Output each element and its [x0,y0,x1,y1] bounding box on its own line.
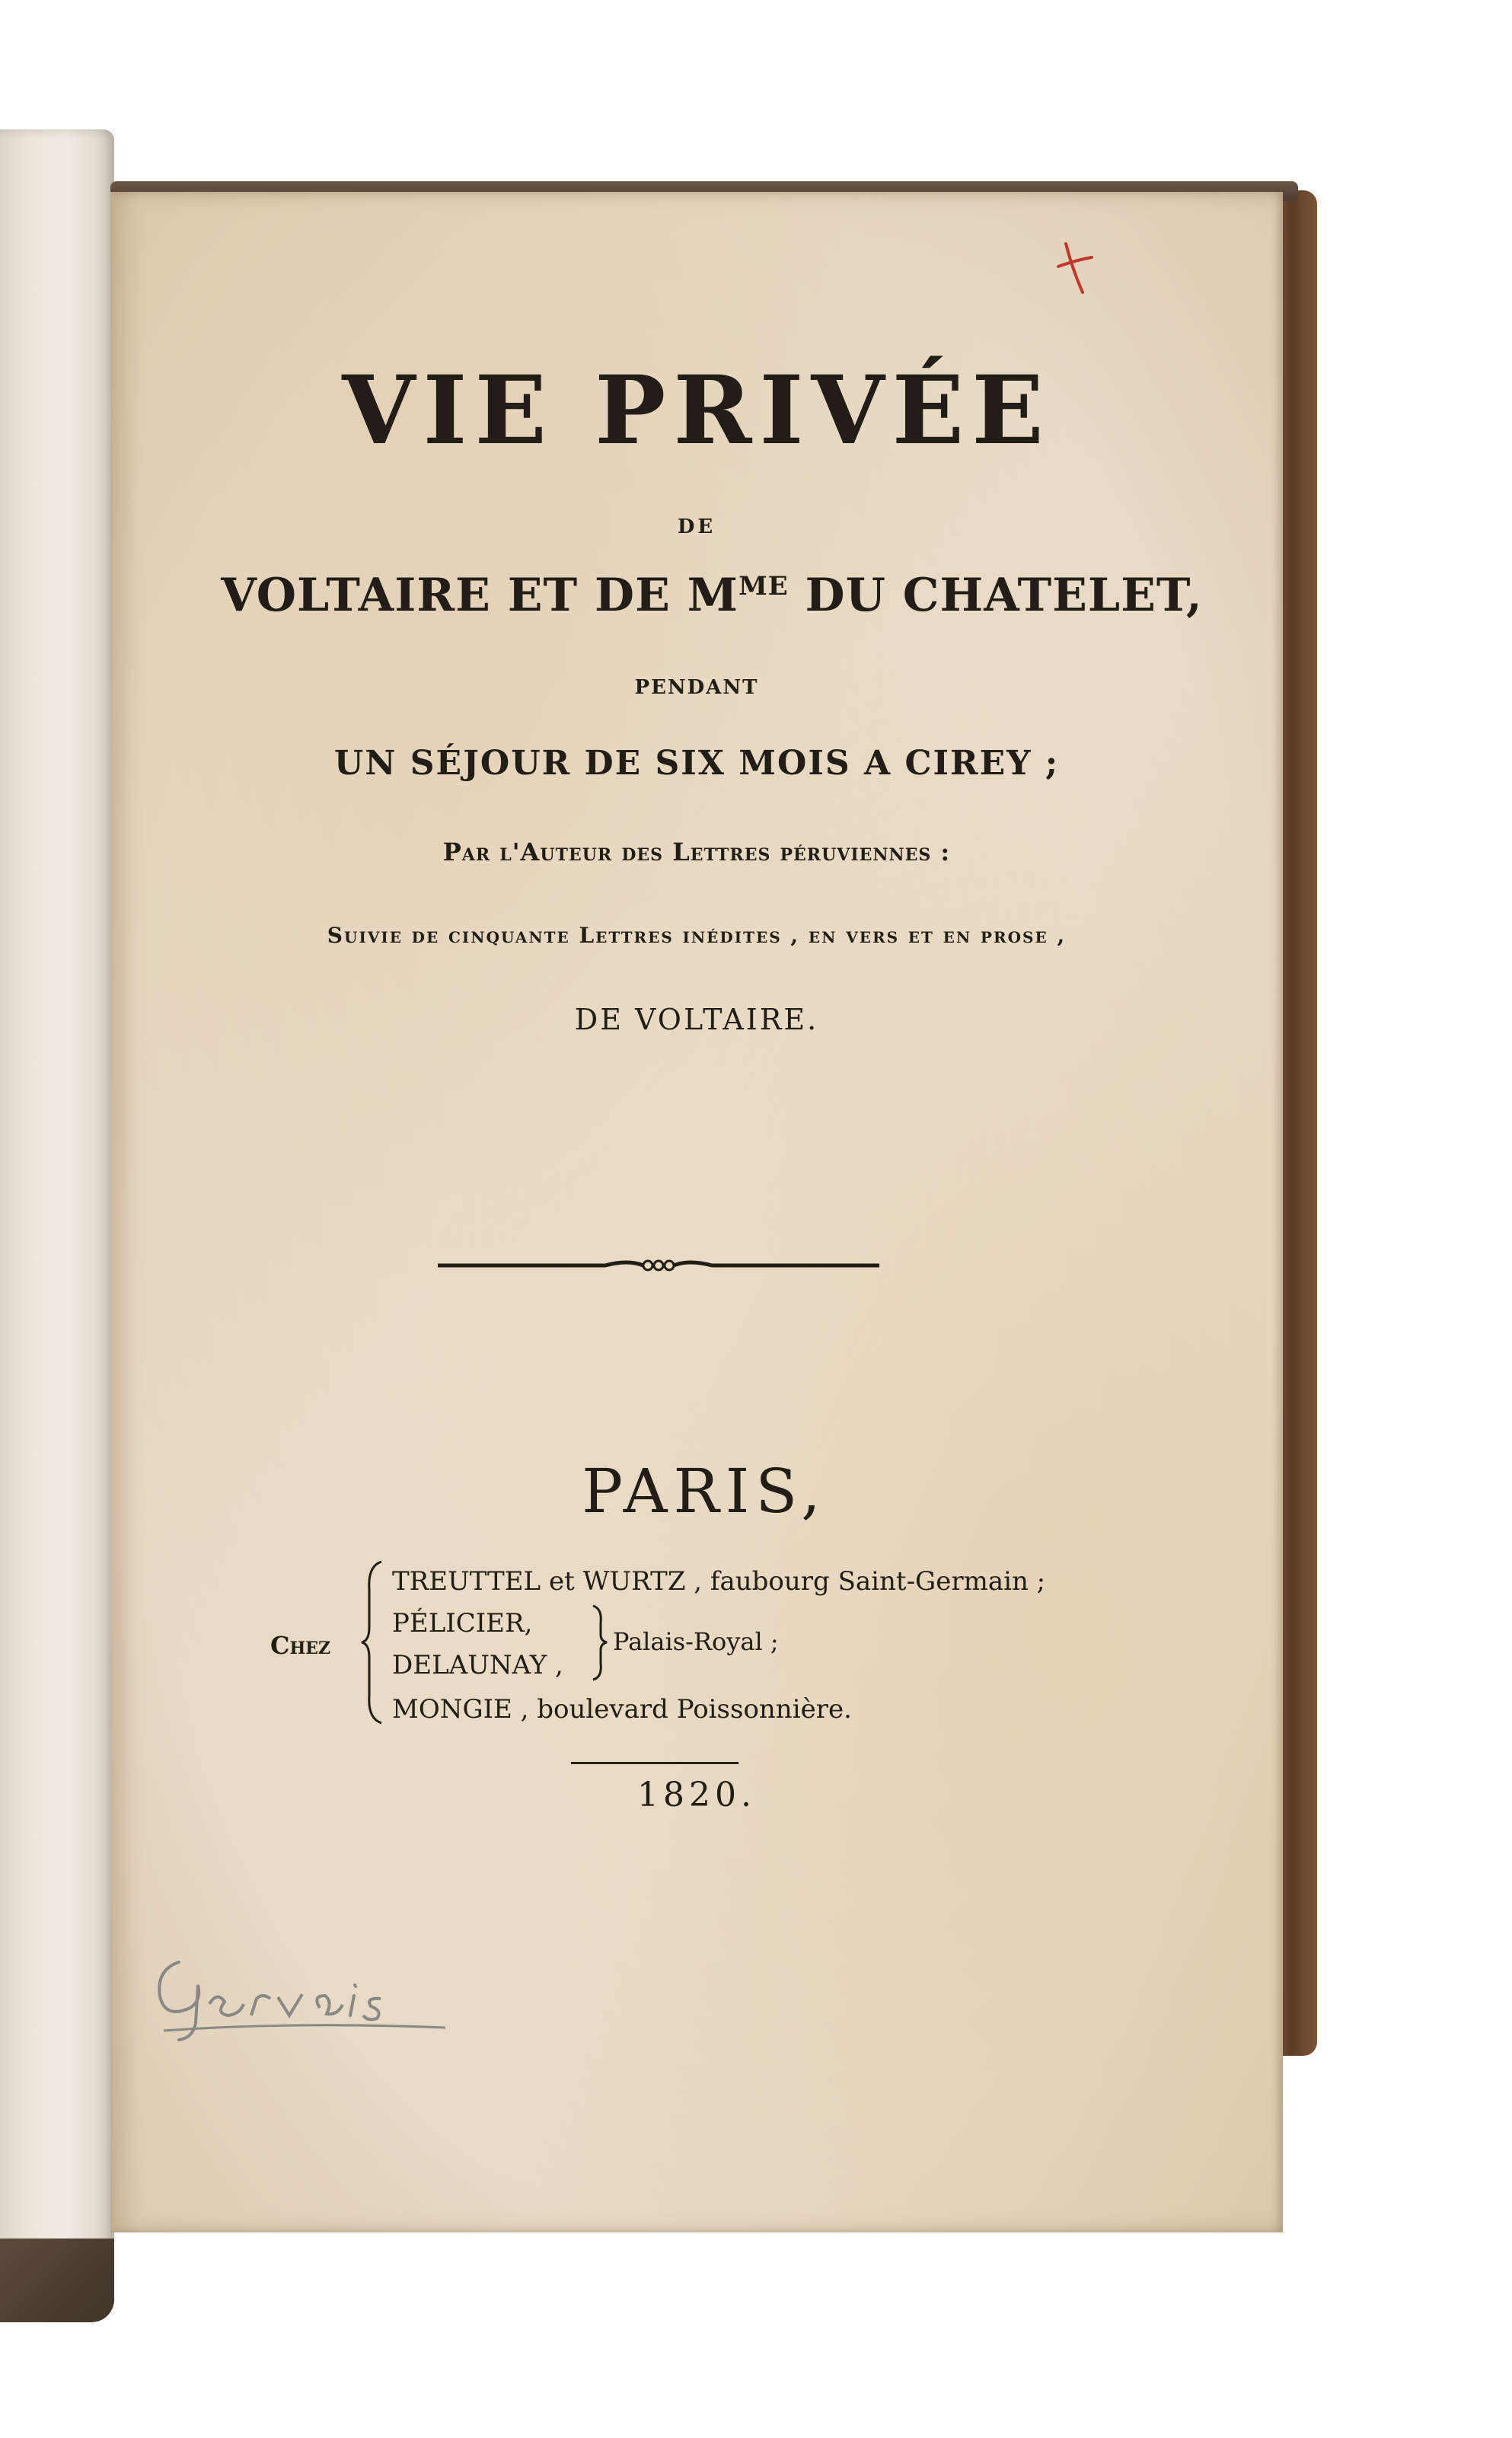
imprint-place: PARIS, [582,1456,827,1527]
handwritten-signature [126,1932,552,2046]
imprint-year: 1820. [637,1776,756,1814]
publisher-treuttel: TREUTTEL et WURTZ , faubourg Saint-Germain ; [392,1566,1046,1597]
connector-pendant: PENDANT [634,676,759,699]
red-cross-mark [1043,238,1104,298]
subject-sup: ME [738,571,789,602]
author-line: Par l'Auteur des Lettres péruviennes : [442,838,951,866]
suivie-line: Suivie de cinquante Lettres inédites , en vers et en prose , [327,923,1067,948]
cover-corner [0,2239,114,2322]
main-title: VIE PRIVÉE [342,356,1051,466]
sejour-line: UN SÉJOUR DE SIX MOIS A CIREY ; [333,744,1060,783]
de-voltaire-line: DE VOLTAIRE. [574,1003,819,1036]
brace-small [590,1603,610,1683]
publisher-delaunay: DELAUNAY , [392,1650,563,1680]
subject-text: VOLTAIRE ET DE M [221,569,739,622]
publisher-mongie: MONGIE , boulevard Poissonnière. [392,1694,852,1725]
palais-royal: Palais-Royal ; [613,1627,779,1656]
brace-large [359,1559,386,1726]
title-page [110,192,1283,2232]
connector-de: DE [677,515,716,538]
left-page [0,129,114,2277]
subject-line [110,569,1298,622]
chez-label: Chez [270,1631,331,1660]
ornament-rule [438,1250,879,1281]
year-rule [571,1762,738,1764]
subject-end: DU CHATELET, [788,569,1203,622]
publisher-pelicier: PÉLICIER, [392,1608,533,1639]
